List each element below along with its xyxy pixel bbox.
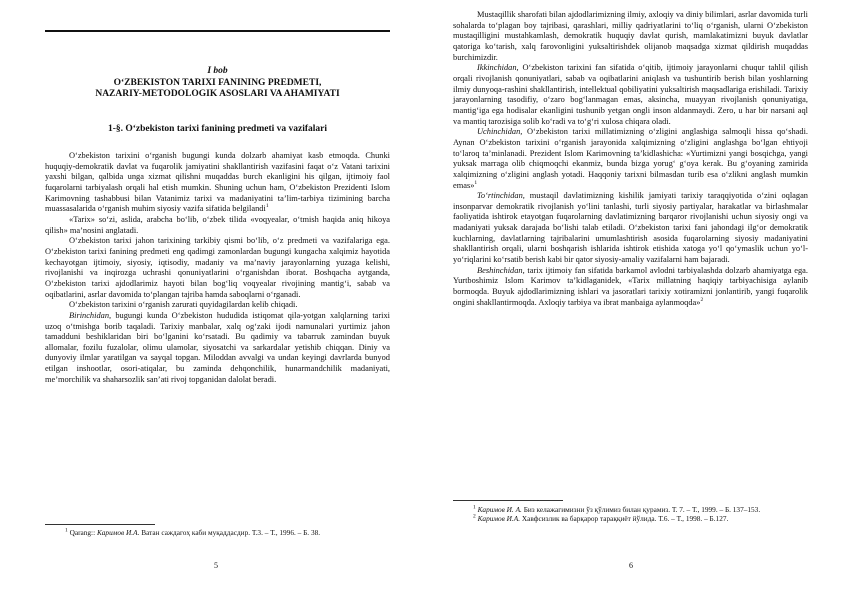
footnotes — [453, 505, 808, 523]
paragraph-text: mustaqil davlatimizning kishilik jamiyati tarixiy taraqqiyotida o‘zini oqlagan insonparvar demokratik rivojlanish yo‘lini tanlashi, turli siyosiy partiyalar, harakatlar va birlashmalar faoliyatida ishtirok etayotgan fuqarolarning davlatimizning barqaror rivojlanishi uchun siyosiy ongi va madaniyati yuksak darajada bo‘lishi talab etiladi. O‘zbekiston tarixi fani jahondagi ilg‘or demokratik kuchlarning, davlatlarning tajribalarini umumlashtirish asosida fuqarolarning siyosiy madaniyatini shakllantirish orqali, ularni boshqarish ishlarida ishtirok etishida xatoga yo‘l qo‘ymaslik uchun yo‘l-yo‘riqlarini ko‘rsatib berish kabi bir qator siyosiy-amaliy vazifalarni ham bajaradi. — [453, 191, 808, 265]
paragraph-lead: Ikkinchidan, — [477, 63, 519, 73]
footnote-marker: 1 — [265, 203, 269, 210]
chapter-title-line2: NAZARIY-METODOLOGIK ASOSLARI VA AHAMIYATI — [95, 89, 340, 99]
footnote — [453, 514, 808, 523]
footnote — [453, 505, 808, 514]
paragraph-lead: Uchinchidan, — [477, 127, 523, 137]
top-rule — [45, 30, 390, 32]
paragraph: O‘zbekiston tarixini o‘rganish zarurati quyidagilardan kelib chiqadi. — [69, 300, 298, 310]
paragraph-text: bugungi kunda O‘zbekiston hududida istiqomat qila-yotgan xalqlarning tarixi uzoq o‘tmishga borib taqaladi. Tarixiy manbalar, xalq og‘zaki ijodi namunalari yurtimiz jahon tamadduni beshiklaridan biri bo‘lganini ko‘rsatadi. Bu qadimiy va tabarruk zamindan buyuk allomalar, fozilu fuzalolar, olimu ulamolar, siyosatchi va sarkardalar yetishib chiqqan. Diniy va dunyoviy ilmlar yaratilgan va sayqal topgan. Miloddan avvalgi va undan keyingi davrlarda bunyod etilgan inshootlar, osori-atiqalar, bu zaminda dehqonchilik, hunarmandchilik madaniyati, me’morchilik va shaharsozlik san’ati rivoj topganidan dalolat beradi. — [45, 310, 390, 384]
paragraph-lead: Birinchidan, — [69, 310, 112, 320]
paragraph: O‘zbekiston tarixi jahon tarixining tarkibiy qismi bo‘lib, o‘z predmeti va vazifalariga ega. O‘zbekiston tarixi fanining predmeti eng qadimgi zamonlardan bugungi kungacha xalqimiz hayotida kechayotgan ijtimoiy, siyosiy, iqtisodiy, madaniy va ma’naviy jarayonlarning yuzaga kelishi, rivojlanishi va inqirozga uchrashi qonuniyatlarini o‘rganishdan iborat. Boshqacha aytganda, O‘zbekiston tarixi ajdodlarimiz hayoti bilan bog‘liq voqyealar rivojining mantig‘i, sabab va oqibatlarini, asrlar davomida to‘plangan tajriba hamda saboqlarni o‘rganadi. — [45, 236, 390, 299]
paragraph-text: tarix ijtimoiy fan sifatida barkamol avlodni tarbiyalashda dolzarb ahamiyatga ega. Yurtboshimiz Islom Karimov ta’kidlaganidek, «Tarix millatning haqiqiy tarbiyachisiga aylanib bormoqda. Buyuk ajdodlarimizning ishlari va jasoratlari tarixiy xotiramizni jonlantirib, yangi fuqarolik ongini shakllantirmoqda. Axloqiy tarbiya va ibrat manbaiga aylanmoqda» — [453, 265, 808, 307]
paragraph: Mustaqillik sharofati bilan ajdodlarimizning ilmiy, axloqiy va diniy bilimlari, asrlar davomida turli sohalarda to‘plagan boy tajribasi, qarashlari, milliy qadriyatlarini to‘liq o‘rganish, ularni O‘zbekiston mustaqilligini mustahkamlash, demokratik huquqiy davlat qurish, mamlakatimizni buyuk davlatlar qatoriga ko‘tarish, xalq farovonligini yuksaltirishdek olijanob maqsadga xizmat qildirish muqaddas burchimizdir. — [453, 10, 808, 62]
footnote-text: Ватан саждагоҳ каби муқаддасдир. Т.3. – Т., 1996. – Б. 38. — [139, 528, 321, 537]
chapter-heading — [45, 66, 390, 101]
paragraph — [45, 151, 390, 215]
footnote-divider — [45, 524, 155, 525]
footnote-marker: 2 — [700, 296, 704, 303]
section-title: 1-§. O‘zbekiston tarixi fanining predmeti va vazifalari — [107, 124, 328, 134]
paragraph — [453, 127, 808, 191]
paragraph — [453, 266, 808, 309]
chapter-label: I bob — [207, 66, 228, 76]
footnote-number: 2 — [473, 513, 476, 520]
chapter-title-line1: O‘ZBEKISTON TARIXI FANINING PREDMETI, — [113, 77, 322, 88]
footnote-author: Каримов И.А. — [96, 528, 140, 537]
page-number: 5 — [214, 561, 218, 570]
footnote-author: Каримов И. А. — [477, 505, 522, 514]
paragraph-text: O‘zbekiston tarixini o‘rganish bugungi kunda dolzarb ahamiyat kasb etmoqda. Chunki huquqiy-demokratik davlat va fuqarolik jamiyatini shakllantirish vazifasini faqat o‘z Vatani tarixini yaxshi bilgan, qalbida unga xizmat qilishni muqaddas burch ekanligini his qilgan, ijtimoiy faol fuqarolarni tarbiyalash orqali hal etish mumkin. Shuning uchun ham, O‘zbekiston Prezidenti Islom Karimovning tashabbusi bilan Vatanimiz tarixi va madaniyatini ta’lim-tarbiya tizimining barcha muassasalarida o‘rganish muhim siyosiy vazifa sifatida belgilandi — [45, 151, 390, 214]
footnote-divider — [453, 500, 563, 501]
left-body-text — [45, 151, 390, 385]
paragraph-text: O‘zbekiston tarixini fan sifatida o‘qitib, ijtimoiy jarayonlarni chuqur tahlil qilish orqali rivojlanish qonuniyatlari, sabab va oqibatlarini aniqlash va tushuntirib berish bilan yoshlarning ilmiy dunyoqa-rashini shakllantirish, intellektual qobiliyatini yuksaltirish maqsadlariga erishiladi. Tarixiy jarayonlarning tasodifiy, o‘zaro bog‘lanmagan emas, aksincha, muayyan rivojlanish qonuniyatiga, mantig‘iga ega hodisalar ekanligini tushunib yetgan ongli inson aldanmaydi. Zero, u har bir narsani aql va mantiq tarozisiga solib ko‘radi va to‘g‘ri xulosa chiqara oladi. — [453, 63, 808, 126]
paragraph — [453, 191, 808, 266]
footnote-text: Хавфсизлик ва барқарор тараққиёт йўлида. Т.6. – Т., 1998. – Б.127. — [520, 514, 729, 524]
footnote — [45, 528, 390, 537]
paragraph: «Tarix» so‘zi, aslida, arabcha bo‘lib, o‘zbek tilida «voqyealar, o‘tmish haqida aniq hikoya qilish» ma’nosini anglatadi. — [45, 214, 390, 235]
right-body-text — [453, 10, 808, 308]
footnote-author: Каримов И.А. — [477, 514, 521, 524]
paragraph — [45, 311, 390, 386]
paragraph — [453, 63, 808, 127]
footnote-text: Биз келажагимизни ўз қўлимиз билан қурамиз. Т. 7. – Т., 1999. – Б. 137–153. — [521, 505, 761, 514]
footnote-number: 1 — [473, 504, 476, 511]
footnote-number: 1 — [65, 527, 68, 534]
paragraph-text: O‘zbekiston tarixi millatimizning o‘zligini anglashiga salmoqli hissa qo‘shadi. Aynan O‘zbekiston tarixini o‘rganish jarayonida xalqimizning o‘zligini anglashga bo‘lgan ehtiyoji to‘laroq ta’minlanadi. Prezident Islom Karimovning ta’kidlashicha: «Yurtimizni yangi bosqichga, yangi yuksak marraga olib chiqmoqchi ekanmiz, bunda bizga yorug‘ g‘oya kerak. Bu g‘oyaning zamirida xalqimizning o‘zligini anglash yotadi. Haqqoniy tarixni bilmasdan turib esa o‘zlikni anglash mumkin emas» — [453, 127, 808, 190]
footnote-marker: 1 — [474, 179, 478, 186]
paragraph-lead: Beshinchidan, — [477, 265, 525, 275]
paragraph-lead: To‘rtinchidan, — [477, 191, 525, 201]
footnote-prefix: Qarang:: — [67, 528, 97, 537]
page-number: 6 — [629, 561, 633, 570]
right-page — [421, 0, 842, 595]
